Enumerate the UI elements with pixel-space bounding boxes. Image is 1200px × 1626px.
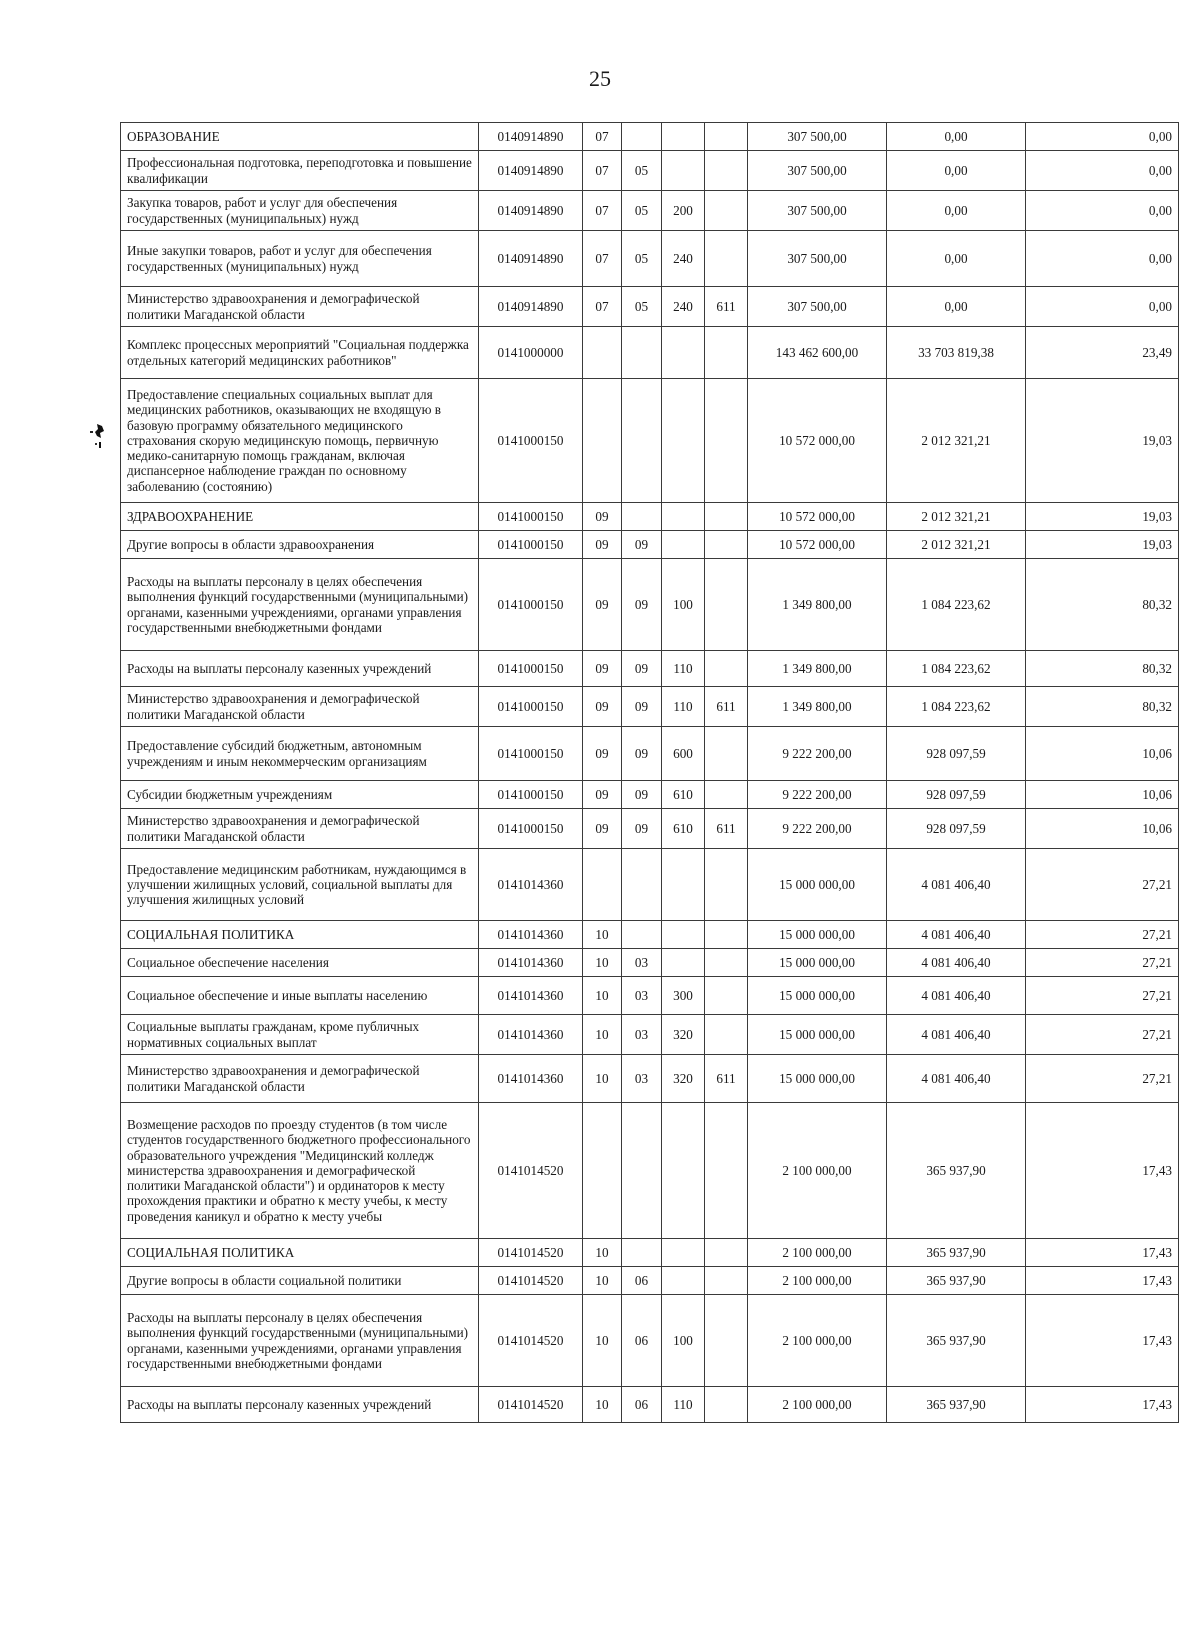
row-expense-type bbox=[662, 849, 705, 921]
row-percent: 19,03 bbox=[1026, 531, 1179, 559]
row-expense-type: 240 bbox=[662, 287, 705, 327]
row-actual-amount: 0,00 bbox=[887, 191, 1026, 231]
row-actual-amount: 365 937,90 bbox=[887, 1103, 1026, 1239]
row-target-code: 0140914890 bbox=[479, 191, 583, 231]
row-name: Министерство здравоохранения и демографической политики Магаданской области bbox=[121, 1055, 479, 1103]
row-target-code: 0141014360 bbox=[479, 849, 583, 921]
row-admin-code bbox=[705, 651, 748, 687]
row-admin-code bbox=[705, 503, 748, 531]
row-actual-amount: 0,00 bbox=[887, 287, 1026, 327]
row-section: 10 bbox=[583, 1295, 622, 1387]
row-subsection bbox=[622, 503, 662, 531]
table-row bbox=[121, 123, 1179, 151]
row-name: Министерство здравоохранения и демографической политики Магаданской области bbox=[121, 287, 479, 327]
row-target-code: 0140914890 bbox=[479, 287, 583, 327]
row-planned-amount: 1 349 800,00 bbox=[748, 559, 887, 651]
row-admin-code bbox=[705, 1387, 748, 1423]
row-section: 07 bbox=[583, 191, 622, 231]
row-name: Расходы на выплаты персоналу в целях обеспечения выполнения функций государственными (муниципальными) органами, казенными учреждениями, органами управления государственными внебюджетными фондами bbox=[121, 1295, 479, 1387]
table-row bbox=[121, 1239, 1179, 1267]
row-expense-type: 100 bbox=[662, 559, 705, 651]
table-row bbox=[121, 809, 1179, 849]
row-percent: 10,06 bbox=[1026, 781, 1179, 809]
row-admin-code bbox=[705, 1295, 748, 1387]
row-name: Другие вопросы в области здравоохранения bbox=[121, 531, 479, 559]
row-actual-amount: 2 012 321,21 bbox=[887, 379, 1026, 503]
row-admin-code: 611 bbox=[705, 687, 748, 727]
row-actual-amount: 1 084 223,62 bbox=[887, 559, 1026, 651]
row-expense-type bbox=[662, 503, 705, 531]
row-target-code: 0141000150 bbox=[479, 809, 583, 849]
row-percent: 80,32 bbox=[1026, 687, 1179, 727]
row-subsection bbox=[622, 1239, 662, 1267]
row-name: Социальное обеспечение и иные выплаты населению bbox=[121, 977, 479, 1015]
row-actual-amount: 0,00 bbox=[887, 231, 1026, 287]
row-name: СОЦИАЛЬНАЯ ПОЛИТИКА bbox=[121, 1239, 479, 1267]
row-target-code: 0141000000 bbox=[479, 327, 583, 379]
row-planned-amount: 307 500,00 bbox=[748, 191, 887, 231]
row-target-code: 0140914890 bbox=[479, 231, 583, 287]
row-subsection: 05 bbox=[622, 287, 662, 327]
row-expense-type: 200 bbox=[662, 191, 705, 231]
row-section: 07 bbox=[583, 287, 622, 327]
row-expense-type: 610 bbox=[662, 781, 705, 809]
row-target-code: 0141000150 bbox=[479, 651, 583, 687]
row-admin-code bbox=[705, 977, 748, 1015]
row-actual-amount: 33 703 819,38 bbox=[887, 327, 1026, 379]
row-percent: 27,21 bbox=[1026, 849, 1179, 921]
row-planned-amount: 307 500,00 bbox=[748, 287, 887, 327]
table-row bbox=[121, 1267, 1179, 1295]
row-admin-code bbox=[705, 1267, 748, 1295]
row-section: 10 bbox=[583, 1267, 622, 1295]
row-name: Министерство здравоохранения и демографической политики Магаданской области bbox=[121, 809, 479, 849]
table-row bbox=[121, 151, 1179, 191]
row-actual-amount: 4 081 406,40 bbox=[887, 849, 1026, 921]
row-percent: 17,43 bbox=[1026, 1295, 1179, 1387]
row-planned-amount: 15 000 000,00 bbox=[748, 977, 887, 1015]
row-actual-amount: 2 012 321,21 bbox=[887, 531, 1026, 559]
row-percent: 17,43 bbox=[1026, 1103, 1179, 1239]
row-admin-code bbox=[705, 1015, 748, 1055]
row-section: 09 bbox=[583, 687, 622, 727]
row-expense-type bbox=[662, 949, 705, 977]
row-expense-type: 240 bbox=[662, 231, 705, 287]
row-expense-type bbox=[662, 921, 705, 949]
scan-artifact bbox=[88, 422, 110, 462]
row-name: Другие вопросы в области социальной политики bbox=[121, 1267, 479, 1295]
row-target-code: 0141014520 bbox=[479, 1387, 583, 1423]
row-subsection: 09 bbox=[622, 781, 662, 809]
row-actual-amount: 4 081 406,40 bbox=[887, 1055, 1026, 1103]
row-admin-code bbox=[705, 231, 748, 287]
row-admin-code bbox=[705, 849, 748, 921]
row-subsection: 09 bbox=[622, 727, 662, 781]
row-planned-amount: 9 222 200,00 bbox=[748, 809, 887, 849]
row-percent: 0,00 bbox=[1026, 123, 1179, 151]
row-percent: 10,06 bbox=[1026, 809, 1179, 849]
row-expense-type: 110 bbox=[662, 687, 705, 727]
row-admin-code bbox=[705, 921, 748, 949]
row-target-code: 0141014520 bbox=[479, 1103, 583, 1239]
table-row bbox=[121, 1103, 1179, 1239]
row-target-code: 0141000150 bbox=[479, 727, 583, 781]
row-admin-code bbox=[705, 1239, 748, 1267]
row-admin-code bbox=[705, 151, 748, 191]
table-row bbox=[121, 1387, 1179, 1423]
row-percent: 0,00 bbox=[1026, 191, 1179, 231]
row-admin-code bbox=[705, 949, 748, 977]
row-name: Субсидии бюджетным учреждениям bbox=[121, 781, 479, 809]
row-section: 09 bbox=[583, 651, 622, 687]
row-actual-amount: 928 097,59 bbox=[887, 727, 1026, 781]
row-expense-type: 100 bbox=[662, 1295, 705, 1387]
row-expense-type bbox=[662, 531, 705, 559]
row-target-code: 0141000150 bbox=[479, 531, 583, 559]
row-planned-amount: 2 100 000,00 bbox=[748, 1295, 887, 1387]
row-actual-amount: 928 097,59 bbox=[887, 781, 1026, 809]
table-row bbox=[121, 379, 1179, 503]
row-name: Возмещение расходов по проезду студентов (в том числе студентов государственного бюджетного профессионального образовательного учреждения "Медицинский колледж министерства здравоохранения и демографической политики Магаданской области") и ординаторов к месту прохождения практики и обратно к месту учебы, к месту проведения каникул и обратно к месту учебы bbox=[121, 1103, 479, 1239]
row-target-code: 0141014360 bbox=[479, 1055, 583, 1103]
row-planned-amount: 307 500,00 bbox=[748, 231, 887, 287]
row-percent: 10,06 bbox=[1026, 727, 1179, 781]
row-expense-type bbox=[662, 151, 705, 191]
row-planned-amount: 15 000 000,00 bbox=[748, 1015, 887, 1055]
row-name: Профессиональная подготовка, переподготовка и повышение квалификации bbox=[121, 151, 479, 191]
row-section: 10 bbox=[583, 921, 622, 949]
row-admin-code bbox=[705, 327, 748, 379]
row-target-code: 0140914890 bbox=[479, 151, 583, 191]
row-subsection: 03 bbox=[622, 1055, 662, 1103]
row-planned-amount: 10 572 000,00 bbox=[748, 379, 887, 503]
row-subsection bbox=[622, 921, 662, 949]
row-name: Социальное обеспечение населения bbox=[121, 949, 479, 977]
row-subsection: 05 bbox=[622, 151, 662, 191]
row-target-code: 0141014520 bbox=[479, 1295, 583, 1387]
row-section bbox=[583, 379, 622, 503]
row-admin-code bbox=[705, 123, 748, 151]
row-actual-amount: 0,00 bbox=[887, 151, 1026, 191]
row-admin-code bbox=[705, 379, 748, 503]
row-admin-code bbox=[705, 191, 748, 231]
row-target-code: 0141014520 bbox=[479, 1239, 583, 1267]
table-row bbox=[121, 687, 1179, 727]
row-expense-type: 610 bbox=[662, 809, 705, 849]
row-target-code: 0141000150 bbox=[479, 687, 583, 727]
row-expense-type: 110 bbox=[662, 1387, 705, 1423]
row-admin-code: 611 bbox=[705, 287, 748, 327]
row-target-code: 0141014360 bbox=[479, 977, 583, 1015]
row-percent: 0,00 bbox=[1026, 151, 1179, 191]
row-section: 10 bbox=[583, 949, 622, 977]
row-planned-amount: 1 349 800,00 bbox=[748, 651, 887, 687]
row-actual-amount: 928 097,59 bbox=[887, 809, 1026, 849]
row-planned-amount: 143 462 600,00 bbox=[748, 327, 887, 379]
row-subsection: 09 bbox=[622, 531, 662, 559]
table-row bbox=[121, 191, 1179, 231]
row-name: Расходы на выплаты персоналу в целях обеспечения выполнения функций государственными (муниципальными) органами, казенными учреждениями, органами управления государственными внебюджетными фондами bbox=[121, 559, 479, 651]
row-expense-type bbox=[662, 327, 705, 379]
row-percent: 80,32 bbox=[1026, 559, 1179, 651]
row-target-code: 0141000150 bbox=[479, 503, 583, 531]
row-planned-amount: 9 222 200,00 bbox=[748, 781, 887, 809]
row-section bbox=[583, 849, 622, 921]
row-planned-amount: 2 100 000,00 bbox=[748, 1103, 887, 1239]
row-expense-type bbox=[662, 1239, 705, 1267]
row-subsection: 09 bbox=[622, 559, 662, 651]
row-subsection bbox=[622, 379, 662, 503]
row-target-code: 0141000150 bbox=[479, 379, 583, 503]
row-percent: 17,43 bbox=[1026, 1239, 1179, 1267]
table-row bbox=[121, 727, 1179, 781]
row-actual-amount: 4 081 406,40 bbox=[887, 921, 1026, 949]
row-subsection: 09 bbox=[622, 651, 662, 687]
row-planned-amount: 307 500,00 bbox=[748, 151, 887, 191]
row-planned-amount: 2 100 000,00 bbox=[748, 1239, 887, 1267]
row-planned-amount: 15 000 000,00 bbox=[748, 921, 887, 949]
table-row bbox=[121, 531, 1179, 559]
row-percent: 27,21 bbox=[1026, 977, 1179, 1015]
row-name: Предоставление медицинским работникам, нуждающимся в улучшении жилищных условий, социальной выплаты для улучшения жилищных условий bbox=[121, 849, 479, 921]
table-row bbox=[121, 1295, 1179, 1387]
row-subsection: 09 bbox=[622, 687, 662, 727]
row-percent: 27,21 bbox=[1026, 1015, 1179, 1055]
table-row bbox=[121, 781, 1179, 809]
row-name: ОБРАЗОВАНИЕ bbox=[121, 123, 479, 151]
table-row bbox=[121, 1015, 1179, 1055]
table-row bbox=[121, 503, 1179, 531]
row-subsection: 03 bbox=[622, 949, 662, 977]
row-subsection: 05 bbox=[622, 191, 662, 231]
row-expense-type bbox=[662, 379, 705, 503]
row-actual-amount: 365 937,90 bbox=[887, 1267, 1026, 1295]
row-name: Предоставление специальных социальных выплат для медицинских работников, оказывающих не входящую в базовую программу обязательного медицинского страхования скорую медицинскую помощь, первичную медико-санитарную помощь гражданам, включая диспансерное наблюдение граждан по основному заболеванию (состоянию) bbox=[121, 379, 479, 503]
row-section: 09 bbox=[583, 503, 622, 531]
row-expense-type bbox=[662, 1103, 705, 1239]
row-actual-amount: 365 937,90 bbox=[887, 1239, 1026, 1267]
row-target-code: 0141000150 bbox=[479, 559, 583, 651]
row-target-code: 0141014360 bbox=[479, 921, 583, 949]
row-actual-amount: 365 937,90 bbox=[887, 1387, 1026, 1423]
row-subsection: 06 bbox=[622, 1387, 662, 1423]
row-percent: 17,43 bbox=[1026, 1267, 1179, 1295]
row-admin-code: 611 bbox=[705, 1055, 748, 1103]
row-admin-code bbox=[705, 559, 748, 651]
row-actual-amount: 4 081 406,40 bbox=[887, 949, 1026, 977]
row-planned-amount: 1 349 800,00 bbox=[748, 687, 887, 727]
row-subsection bbox=[622, 1103, 662, 1239]
row-subsection: 06 bbox=[622, 1267, 662, 1295]
row-expense-type: 110 bbox=[662, 651, 705, 687]
row-planned-amount: 15 000 000,00 bbox=[748, 849, 887, 921]
row-percent: 23,49 bbox=[1026, 327, 1179, 379]
row-section: 07 bbox=[583, 231, 622, 287]
row-planned-amount: 10 572 000,00 bbox=[748, 531, 887, 559]
row-percent: 19,03 bbox=[1026, 379, 1179, 503]
row-planned-amount: 10 572 000,00 bbox=[748, 503, 887, 531]
table-row bbox=[121, 559, 1179, 651]
table-row bbox=[121, 949, 1179, 977]
row-target-code: 0141014360 bbox=[479, 949, 583, 977]
row-section: 09 bbox=[583, 781, 622, 809]
row-name: Социальные выплаты гражданам, кроме публичных нормативных социальных выплат bbox=[121, 1015, 479, 1055]
row-percent: 0,00 bbox=[1026, 231, 1179, 287]
row-section: 09 bbox=[583, 559, 622, 651]
row-percent: 27,21 bbox=[1026, 1055, 1179, 1103]
row-expense-type: 300 bbox=[662, 977, 705, 1015]
table-row bbox=[121, 977, 1179, 1015]
row-admin-code bbox=[705, 531, 748, 559]
table-row bbox=[121, 1055, 1179, 1103]
row-expense-type bbox=[662, 123, 705, 151]
row-expense-type bbox=[662, 1267, 705, 1295]
row-name: Иные закупки товаров, работ и услуг для обеспечения государственных (муниципальных) нужд bbox=[121, 231, 479, 287]
page-number: 25 bbox=[589, 66, 611, 91]
row-planned-amount: 9 222 200,00 bbox=[748, 727, 887, 781]
table-row bbox=[121, 327, 1179, 379]
row-subsection: 03 bbox=[622, 1015, 662, 1055]
row-section: 07 bbox=[583, 123, 622, 151]
row-name: Комплекс процессных мероприятий "Социальная поддержка отдельных категорий медицинских работников" bbox=[121, 327, 479, 379]
row-subsection: 06 bbox=[622, 1295, 662, 1387]
row-subsection: 03 bbox=[622, 977, 662, 1015]
row-section: 09 bbox=[583, 809, 622, 849]
table-row bbox=[121, 651, 1179, 687]
row-name: Расходы на выплаты персоналу казенных учреждений bbox=[121, 1387, 479, 1423]
row-planned-amount: 2 100 000,00 bbox=[748, 1387, 887, 1423]
row-actual-amount: 0,00 bbox=[887, 123, 1026, 151]
row-percent: 80,32 bbox=[1026, 651, 1179, 687]
row-subsection bbox=[622, 849, 662, 921]
table-row bbox=[121, 231, 1179, 287]
row-expense-type: 320 bbox=[662, 1015, 705, 1055]
row-name: СОЦИАЛЬНАЯ ПОЛИТИКА bbox=[121, 921, 479, 949]
row-actual-amount: 1 084 223,62 bbox=[887, 687, 1026, 727]
row-actual-amount: 4 081 406,40 bbox=[887, 977, 1026, 1015]
table-row bbox=[121, 921, 1179, 949]
row-planned-amount: 307 500,00 bbox=[748, 123, 887, 151]
row-target-code: 0141000150 bbox=[479, 781, 583, 809]
row-percent: 0,00 bbox=[1026, 287, 1179, 327]
row-admin-code bbox=[705, 1103, 748, 1239]
row-section: 10 bbox=[583, 1055, 622, 1103]
row-subsection bbox=[622, 123, 662, 151]
row-actual-amount: 2 012 321,21 bbox=[887, 503, 1026, 531]
row-subsection: 05 bbox=[622, 231, 662, 287]
row-name: Министерство здравоохранения и демографической политики Магаданской области bbox=[121, 687, 479, 727]
row-name: ЗДРАВООХРАНЕНИЕ bbox=[121, 503, 479, 531]
row-subsection: 09 bbox=[622, 809, 662, 849]
row-target-code: 0141014360 bbox=[479, 1015, 583, 1055]
row-subsection bbox=[622, 327, 662, 379]
row-actual-amount: 4 081 406,40 bbox=[887, 1015, 1026, 1055]
row-admin-code bbox=[705, 781, 748, 809]
row-admin-code: 611 bbox=[705, 809, 748, 849]
row-target-code: 0140914890 bbox=[479, 123, 583, 151]
row-planned-amount: 15 000 000,00 bbox=[748, 949, 887, 977]
row-actual-amount: 1 084 223,62 bbox=[887, 651, 1026, 687]
row-section: 10 bbox=[583, 1239, 622, 1267]
row-name: Закупка товаров, работ и услуг для обеспечения государственных (муниципальных) нужд bbox=[121, 191, 479, 231]
row-percent: 19,03 bbox=[1026, 503, 1179, 531]
row-planned-amount: 15 000 000,00 bbox=[748, 1055, 887, 1103]
budget-table bbox=[120, 122, 1179, 1423]
row-target-code: 0141014520 bbox=[479, 1267, 583, 1295]
row-section: 09 bbox=[583, 531, 622, 559]
row-section bbox=[583, 1103, 622, 1239]
row-section: 10 bbox=[583, 977, 622, 1015]
row-percent: 17,43 bbox=[1026, 1387, 1179, 1423]
row-section bbox=[583, 327, 622, 379]
row-name: Расходы на выплаты персоналу казенных учреждений bbox=[121, 651, 479, 687]
row-section: 10 bbox=[583, 1015, 622, 1055]
row-percent: 27,21 bbox=[1026, 949, 1179, 977]
row-section: 10 bbox=[583, 1387, 622, 1423]
row-actual-amount: 365 937,90 bbox=[887, 1295, 1026, 1387]
row-planned-amount: 2 100 000,00 bbox=[748, 1267, 887, 1295]
row-admin-code bbox=[705, 727, 748, 781]
row-section: 09 bbox=[583, 727, 622, 781]
table-row bbox=[121, 849, 1179, 921]
row-expense-type: 320 bbox=[662, 1055, 705, 1103]
table-row bbox=[121, 287, 1179, 327]
row-expense-type: 600 bbox=[662, 727, 705, 781]
row-percent: 27,21 bbox=[1026, 921, 1179, 949]
row-name: Предоставление субсидий бюджетным, автономным учреждениям и иным некоммерческим организациям bbox=[121, 727, 479, 781]
row-section: 07 bbox=[583, 151, 622, 191]
